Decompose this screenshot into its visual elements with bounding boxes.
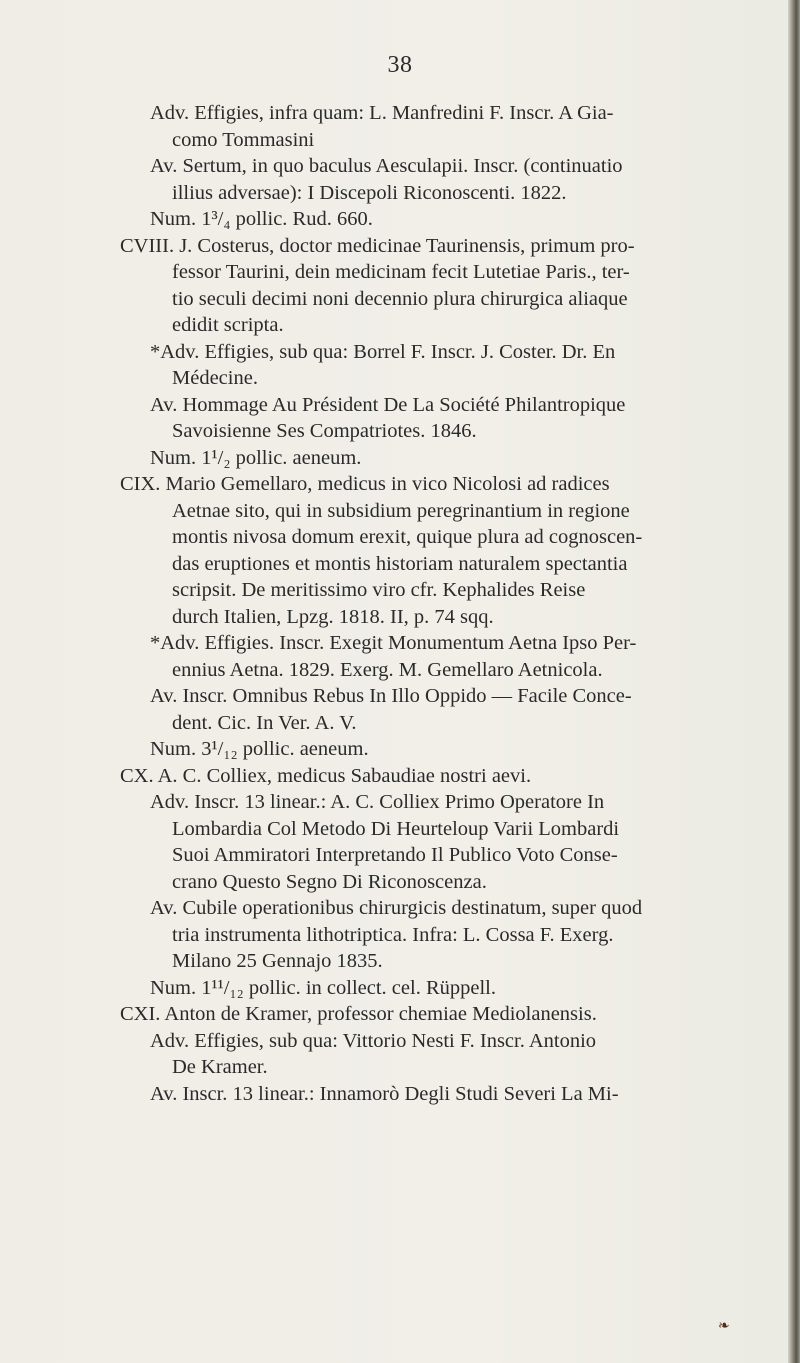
text-line: Av. Inscr. 13 linear.: Innamorò Degli Studi Severi La Mi-	[150, 1082, 619, 1105]
text-line: edidit scripta.	[172, 314, 284, 336]
text-line: Adv. Inscr. 13 linear.: A. C. Colliex Primo Operatore In	[150, 791, 605, 813]
text-line: CXI. Anton de Kramer, professor chemiae Mediolanensis.	[120, 1003, 597, 1025]
text-line: tria instrumenta lithotriptica. Infra: L. Cossa F. Exerg.	[172, 923, 614, 946]
text-line: illius adversae): I Discepoli Riconoscenti. 1822.	[172, 181, 567, 204]
text-line: CVIII. J. Costerus, doctor medicinae Taurinensis, primum pro-	[120, 234, 635, 257]
text-line: durch Italien, Lpzg. 1818. II, p. 74 sqq.	[172, 605, 494, 628]
text-line: das eruptiones et montis historiam naturalem spectantia	[172, 552, 628, 575]
page-number: 38	[387, 52, 413, 78]
text-line: *Adv. Effigies, sub qua: Borrel F. Inscr. J. Coster. Dr. En	[150, 340, 616, 363]
text-line: Av. Inscr. Omnibus Rebus In Illo Oppido — Facile Conce-	[150, 685, 632, 707]
text-line: dent. Cic. In Ver. A. V.	[172, 711, 357, 734]
text-line: Suoi Ammiratori Interpretando Il Publico Voto Conse-	[172, 844, 618, 866]
text-line: Adv. Effigies, infra quam: L. Manfredini F. Inscr. A Gia-	[150, 102, 614, 124]
text-line: Av. Sertum, in quo baculus Aesculapii. Inscr. (continuatio	[150, 155, 623, 177]
text-line: De Kramer.	[172, 1056, 268, 1078]
text-line: *Adv. Effigies. Inscr. Exegit Monumentum Aetna Ipso Per-	[150, 632, 637, 654]
text-line: como Tommasini	[172, 128, 315, 151]
text-line: crano Questo Segno Di Riconoscenza.	[172, 870, 487, 893]
text-line: Av. Cubile operationibus chirurgicis destinatum, super quod	[150, 897, 643, 919]
text-line: CX. A. C. Colliex, medicus Sabaudiae nostri aevi.	[120, 764, 532, 787]
text-line: Aetnae sito, qui in subsidium peregrinantium in regione	[172, 499, 630, 522]
text-line: Savoisienne Ses Compatriotes. 1846.	[172, 420, 477, 442]
text-line: Milano 25 Gennajo 1835.	[172, 950, 383, 972]
text-line: Médecine.	[172, 367, 258, 389]
ornament-mark: ❧	[718, 1319, 730, 1334]
text-line: Num. 1¹¹/₁₂ pollic. in collect. cel. Rüppell.	[150, 976, 496, 999]
text-line: montis nivosa domum erexit, quique plura ad cognoscen-	[172, 526, 643, 548]
text-block	[120, 100, 760, 1107]
text-line: Lombardia Col Metodo Di Heurteloup Varii Lombardi	[172, 817, 620, 840]
text-line: fessor Taurini, dein medicinam fecit Lutetiae Paris., ter-	[172, 261, 630, 283]
text-line: ennius Aetna. 1829. Exerg. M. Gemellaro Aetnicola.	[172, 658, 603, 681]
text-line: CIX. Mario Gemellaro, medicus in vico Nicolosi ad radices	[120, 473, 610, 495]
text-line: Num. 1³/₄ pollic. Rud. 660.	[150, 208, 373, 230]
text-line: Adv. Effigies, sub qua: Vittorio Nesti F. Inscr. Antonio	[150, 1029, 597, 1052]
text-line: Num. 3¹/₁₂ pollic. aeneum.	[150, 738, 369, 760]
text-line: Av. Hommage Au Président De La Société Philantropique	[150, 393, 626, 416]
text-line: tio seculi decimi noni decennio plura chirurgica aliaque	[172, 287, 628, 310]
page-edge	[788, 0, 800, 1363]
text-line: scripsit. De meritissimo viro cfr. Kephalides Reise	[172, 579, 586, 601]
text-line: Num. 1¹/₂ pollic. aeneum.	[150, 446, 362, 469]
